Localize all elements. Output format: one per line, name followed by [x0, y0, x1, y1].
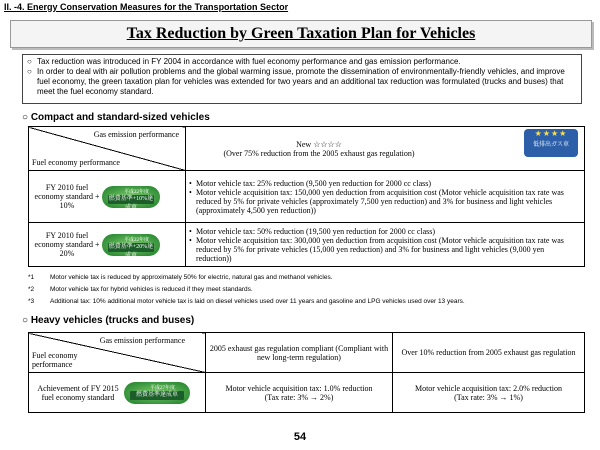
header-diagonal-cell — [29, 333, 206, 373]
heavy-benefit-cell — [393, 373, 585, 413]
footnotes — [28, 272, 588, 308]
new-standard-cell — [186, 127, 585, 171]
benefit-line: Motor vehicle acquisition tax: 2.0% reduction — [414, 383, 563, 393]
footnote-text: Additional tax: 10% additional motor vehicle tax is laid on diesel vehicles used over 11 years and gasoline and LPG vehicles used over 13 years. — [50, 298, 465, 305]
heavy-heading: ○ Heavy vehicles (trucks and buses) — [22, 315, 194, 326]
gas-emission-header: Gas emission performance — [93, 130, 179, 139]
star-badge-text: 低排出ガス車 — [532, 142, 569, 148]
low-emission-star-badge — [524, 129, 578, 157]
badge-year: 平成27年度 — [150, 385, 176, 391]
benefit-bullet: • Motor vehicle tax: 25% reduction (9,500 yen reduction for 2000 cc class) — [189, 179, 581, 188]
footnote-key: *3 — [28, 298, 35, 305]
badge-text: 燃費基準達成車 — [130, 391, 184, 400]
row-label: FY 2010 fuel economy standard + 20% — [34, 231, 100, 258]
badge-year: 平成22年度 — [124, 237, 150, 243]
row-label-cell — [29, 373, 206, 413]
footnote — [28, 296, 588, 308]
row-label-cell — [29, 171, 186, 223]
row-label: FY 2010 fuel economy standard + 10% — [34, 183, 100, 210]
badge-year: 平成22年度 — [124, 189, 150, 195]
page-title-box — [10, 20, 592, 48]
footnote-text: Motor vehicle tax is reduced by approximately 50% for electric, natural gas and methanol vehicles. — [50, 274, 333, 281]
gas-emission-header: Gas emission performance — [99, 336, 185, 345]
heavy-col-header: Over 10% reduction from 2005 exhaust gas regulation — [393, 333, 585, 373]
footnote — [28, 284, 588, 296]
row-label-cell — [29, 223, 186, 267]
benefit-bullet: • Motor vehicle tax: 50% reduction (19,500 yen reduction for 2000 cc class) — [189, 227, 581, 236]
new-standard-sub: (Over 75% reduction from the 2005 exhaust gas regulation) — [223, 148, 415, 158]
badge-text: 燃費基準+20%達成車 — [108, 243, 154, 259]
fuel-economy-header: Fuel economy performance — [32, 351, 78, 369]
summary-item: ○ In order to deal with air pollution problems and the global warming issue, promote the dissemination of environmentally-friendly vehicles, and improve fuel economy, the green taxation plan for vehicles was extended for two years and an additional tax reduction was formulated (trucks and buses) that meet the fuel economy standard. — [27, 67, 577, 97]
new-standard-label: New ☆☆☆☆ — [296, 139, 342, 149]
summary-box — [22, 54, 582, 104]
fuel-economy-header: Fuel economy performance — [32, 158, 120, 167]
benefit-line: Motor vehicle acquisition tax: 1.0% reduction — [225, 383, 373, 393]
header-diagonal-cell — [29, 127, 186, 171]
badge-text: 燃費基準+10%達成車 — [108, 195, 154, 211]
star-badge-stars: ★★★★ — [534, 129, 568, 138]
benefit-cell — [186, 223, 585, 267]
summary-item: ○ Tax reduction was introduced in FY 2004 in accordance with fuel economy performance and gas emission performance. — [27, 57, 577, 67]
benefit-cell — [186, 171, 585, 223]
footnote-key: *1 — [28, 274, 35, 281]
row-label: Achievement of FY 2015 fuel economy standard — [37, 383, 119, 402]
tax-rate-line: (Tax rate: 3% → 1%) — [454, 392, 523, 402]
fuel-standard-badge — [102, 234, 160, 259]
section-heading: II. -4. Energy Conservation Measures for the Transportation Sector — [4, 2, 289, 12]
footnote-text: Motor vehicle tax for hybrid vehicles is reduced if they meet standards. — [50, 286, 253, 293]
fuel-standard-badge — [102, 186, 160, 211]
page-title: Tax Reduction by Green Taxation Plan for Vehicles — [126, 25, 476, 42]
heavy-benefit-cell — [206, 373, 393, 413]
tax-rate-line: (Tax rate: 3% → 2%) — [264, 392, 334, 402]
footnote-key: *2 — [28, 286, 35, 293]
footnote — [28, 272, 588, 284]
heavy-col-header: 2005 exhaust gas regulation compliant (Compliant with new long-term regulation) — [206, 333, 393, 373]
fuel-standard-badge — [124, 382, 190, 404]
benefit-bullet: • Motor vehicle acquisition tax: 300,000 yen deduction from acquisition cost (Motor vehicle acquisition tax rate was reduced by 5% for private vehicles (15,000 yen reduction) and 3% for business and light vehicles (9,000 yen reduction)) — [189, 236, 581, 263]
compact-heading: ○ Compact and standard-sized vehicles — [22, 112, 210, 123]
page-number: 54 — [293, 431, 307, 443]
compact-table — [28, 126, 585, 267]
heavy-table — [28, 332, 585, 413]
benefit-bullet: • Motor vehicle acquisition tax: 150,000 yen deduction from acquisition cost (Motor vehicle acquisition tax rate was reduced by 5% for private vehicles (approximately 7,500 yen reduction) and 3% for business and light vehicles (approximately 4,500 yen reduction)) — [189, 188, 581, 215]
